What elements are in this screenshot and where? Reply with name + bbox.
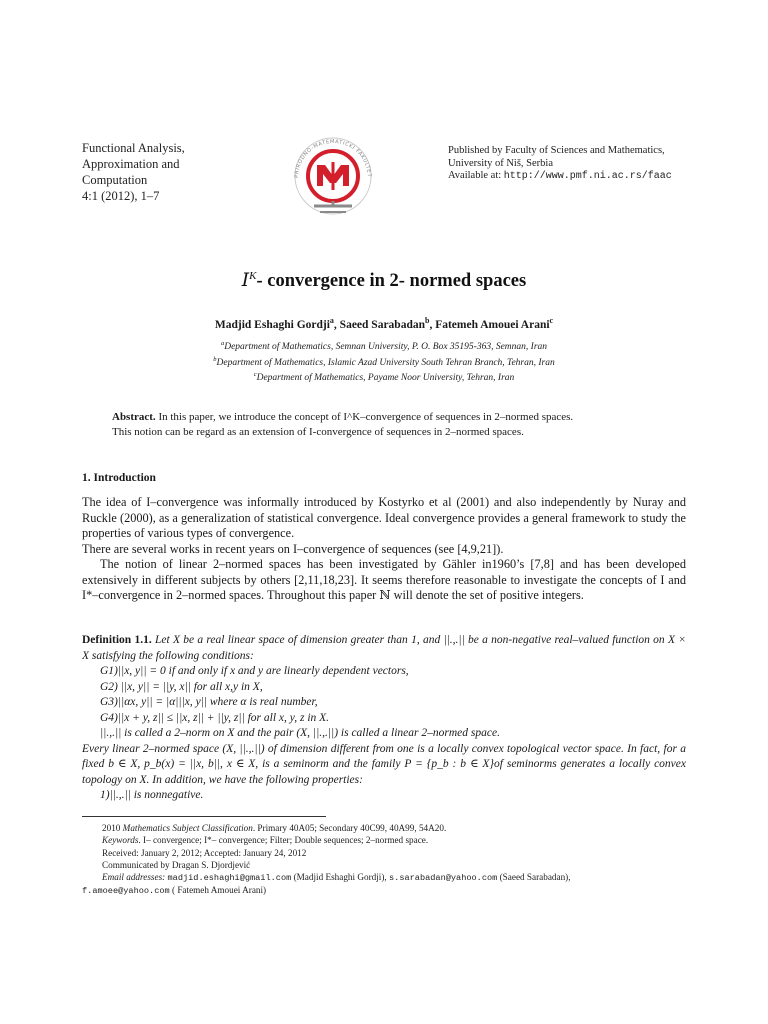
- title-text: - convergence in 2- normed spaces: [256, 271, 527, 292]
- footnote-divider: [82, 816, 326, 817]
- abstract-label: Abstract.: [112, 411, 156, 423]
- affiliations: [0, 338, 768, 385]
- email-link[interactable]: madjid.eshaghi@gmail.com: [167, 873, 292, 884]
- keywords-line: [82, 834, 686, 846]
- logo-ring-text: PRIRODNO-MATEMATIČKI FAKULTET: [293, 138, 373, 179]
- msc-label: Mathematics Subject Classification: [122, 823, 253, 833]
- journal-name-line1: Functional Analysis,: [82, 141, 185, 155]
- email-owner: ( Fatemeh Amouei Arani): [169, 885, 267, 896]
- email-line-2: [82, 884, 686, 897]
- author-name: , Saeed Sarabadan: [333, 318, 425, 331]
- definition-intro: Let X be a real linear space of dimension greater than 1, and ||.,.|| be a non-negative real–valued function on X × X satisfying the following conditions:: [82, 634, 686, 662]
- condition-g1: G1)||x, y|| = 0 if and only if x and y are linearly dependent vectors,: [100, 665, 409, 677]
- affil-text: Department of Mathematics, Islamic Azad University South Tehran Branch, Tehran, Iran: [216, 357, 555, 368]
- section-heading: 1. Introduction: [82, 472, 156, 484]
- affil-text: Department of Mathematics, Semnan University, P. O. Box 35195-363, Semnan, Iran: [224, 342, 548, 353]
- definition-every: Every linear 2–normed space (X, ||.,.||) of dimension different from one is a locally convex topological vector space. In fact, for a fixed b ∈ X, p_b(x) = ||x, b||, x ∈ X, is a seminorm and the family P = {p_b : b ∈ X}of seminorms generates a locally convex topology on X. In addition, we have the following properties:: [82, 742, 686, 786]
- msc-year: 2010: [102, 823, 123, 833]
- paper-title: [0, 270, 768, 292]
- email-owner: (Saeed Sarabadan),: [497, 872, 571, 883]
- condition-g2: G2) ||x, y|| = ||y, x|| for all x,y in X,: [100, 680, 263, 693]
- journal-name-line2: Approximation and: [82, 157, 180, 171]
- condition-g4: G4)||x + y, z|| ≤ ||x, z|| + ||y, z|| for all x, y, z in X.: [100, 711, 330, 724]
- author-name: Madjid Eshaghi Gordji: [214, 318, 330, 331]
- keywords-label: Keywords: [102, 835, 139, 846]
- communicated-line: Communicated by Dragan S. Djordjević: [102, 859, 251, 870]
- definition-heading: Definition 1.1.: [82, 634, 152, 646]
- affil-text: Department of Mathematics, Payame Noor University, Tehran, Iran: [256, 373, 515, 384]
- author-affil-mark: c: [549, 316, 554, 325]
- email-link[interactable]: f.amoee@yahoo.com: [82, 886, 170, 897]
- affiliation-c: [0, 369, 768, 385]
- abstract: [112, 410, 668, 440]
- publisher-availability: [448, 170, 672, 184]
- journal-url-link[interactable]: http://www.pmf.ni.ac.rs/faac: [503, 171, 672, 182]
- intro-paragraph-1: The idea of I–convergence was informally introduced by Kostyrko et al (2001) and also independently by Nuray and Ruckle (2000), as a generalization of statistical convergence. Ideal convergence provides a general framework to study the properties of various types of convergence.: [82, 495, 686, 540]
- author-list: [0, 316, 768, 331]
- received-line: Received: January 2, 2012; Accepted: January 24, 2012: [102, 847, 307, 858]
- abstract-line1: In this paper, we introduce the concept of I^K–convergence of sequences in 2–normed spaces.: [158, 411, 574, 423]
- intro-paragraph-3: The notion of linear 2–normed spaces has been investigated by Gähler in1960’s [7,8] and has been developed extensively in different subjects by others [2,11,18,23]. It seems therefore reasonable to investigate the concepts of I and I*–convergence in 2–normed spaces. Throughout this paper ℕ will denote the set of positive integers.: [82, 557, 686, 602]
- msc-codes: . Primary 40A05; Secondary 40C99, 40A99, 54A20.: [252, 823, 447, 833]
- footnotes: [82, 822, 686, 898]
- condition-g3: G3)||αx, y|| = |α|||x, y|| where α is real number,: [100, 696, 318, 708]
- intro-paragraph-2: There are several works in recent years on I–convergence of sequences (see [4,9,21]).: [82, 541, 504, 556]
- publisher-line1: Published by Faculty of Sciences and Mathematics,: [448, 145, 665, 156]
- property-1: 1)||.,.|| is nonnegative.: [100, 789, 204, 801]
- affiliation-a: [0, 338, 768, 354]
- abstract-line2: This notion can be regard as an extension of I-convergence of sequences in 2–normed spaces.: [112, 426, 524, 438]
- journal-name-line3: Computation: [82, 173, 148, 187]
- title-ideal-symbol: I: [241, 270, 250, 292]
- msc-line: [82, 822, 686, 834]
- journal-info: [82, 140, 185, 204]
- affiliation-b: [0, 354, 768, 370]
- definition-1-1: [82, 633, 686, 804]
- email-label: Email addresses:: [102, 872, 166, 883]
- title-superscript: K: [249, 270, 257, 282]
- affil-mark: c: [253, 371, 257, 379]
- publisher-line2: University of Niš, Serbia: [448, 157, 553, 169]
- definition-called: ||.,.|| is called a 2–norm on X and the pair (X, ||.,.||) is called a linear 2–normed space.: [100, 727, 500, 739]
- available-label: Available at:: [448, 170, 504, 181]
- author-affil-mark: a: [329, 316, 334, 325]
- intro-body: [82, 495, 686, 604]
- author-name: , Fatemeh Amouei Arani: [429, 318, 550, 331]
- keywords-text: . I– convergence; I*– convergence; Filter; Double sequences; 2–normed space.: [138, 835, 429, 846]
- email-link[interactable]: s.sarabadan@yahoo.com: [389, 873, 498, 884]
- email-owner: (Madjid Eshaghi Gordji),: [291, 872, 390, 883]
- email-line: [82, 871, 686, 884]
- faculty-logo-icon: [284, 134, 382, 224]
- publisher-info: [448, 145, 672, 184]
- author-affil-mark: b: [424, 316, 430, 325]
- affil-mark: a: [220, 340, 225, 347]
- affil-mark: b: [213, 355, 217, 363]
- journal-volume: 4:1 (2012), 1–7: [82, 189, 160, 203]
